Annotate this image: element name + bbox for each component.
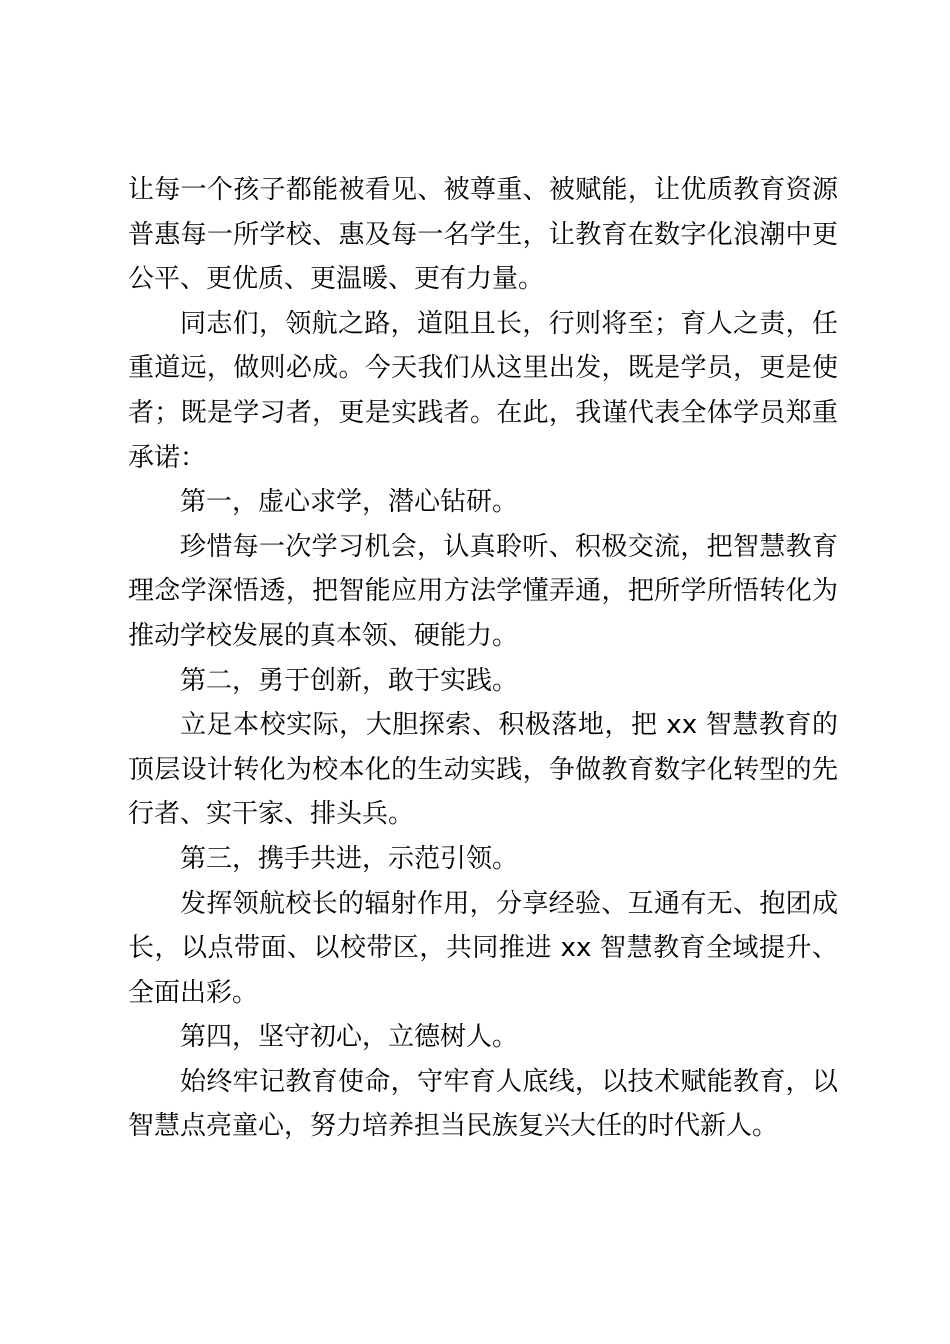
pledge-heading-2: 第二，勇于创新，敢于实践。 [180,665,519,696]
pledge-heading-4: 第四，坚守初心，立德树人。 [180,1022,519,1053]
pledge-body-1: 珍惜每一次学习机会，认真聆听、积极交流，把智慧教育理念学深悟透，把智能应用方法学懂弄通，把所学所悟转化为推动学校发展的真本领、硬能力。 [128,531,838,651]
pledge-heading-3: 第三，携手共进，示范引领。 [180,843,519,874]
body-text [128,168,838,1149]
pledge-body-2: 立足本校实际，大胆探索、积极落地，把 xx 智慧教育的顶层设计转化为校本化的生动实践，争做教育数字化转型的先行者、实干家、排头兵。 [128,710,838,830]
paragraph-continuation: 让每一个孩子都能被看见、被尊重、被赋能，让优质教育资源普惠每一所学校、惠及每一名学生，让教育在数字化浪潮中更公平、更优质、更温暖、更有力量。 [128,175,838,295]
pledge-heading-1: 第一，虚心求学，潜心钻研。 [180,487,519,518]
pledge-body-4: 始终牢记教育使命，守牢育人底线，以技术赋能教育，以智慧点亮童心，努力培养担当民族复兴大任的时代新人。 [128,1066,838,1142]
pledge-body-3: 发挥领航校长的辐射作用，分享经验、互通有无、抱团成长，以点带面、以校带区，共同推进 xx 智慧教育全域提升、全面出彩。 [128,888,838,1008]
paragraph-address: 同志们，领航之路，道阻且长，行则将至；育人之责，任重道远，做则必成。今天我们从这里出发，既是学员，更是使者；既是学习者，更是实践者。在此，我谨代表全体学员郑重承诺： [128,308,838,473]
